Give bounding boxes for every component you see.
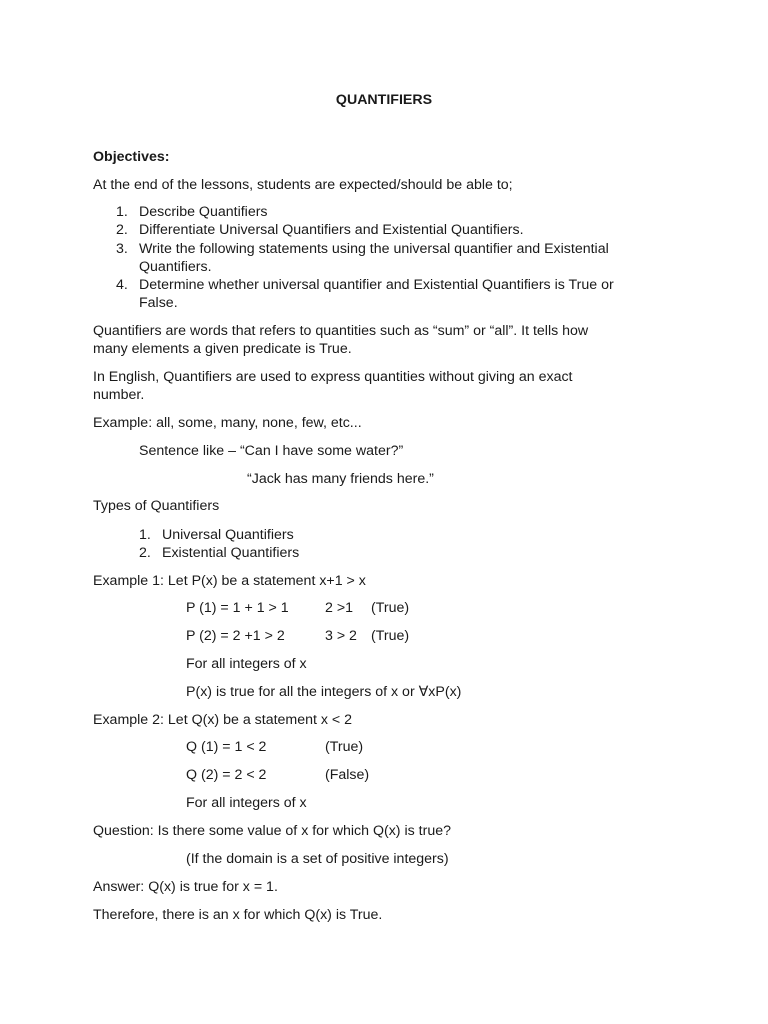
objective-number: 3. [116, 241, 128, 257]
type-number: 2. [139, 545, 151, 561]
example2-heading: Example 2: Let Q(x) be a statement x < 2 [93, 712, 353, 728]
intro-text: At the end of the lessons, students are expected/should be able to; [93, 177, 513, 193]
example1-heading: Example 1: Let P(x) be a statement x+1 > x [93, 573, 366, 589]
sentence-example: “Jack has many friends here.” [247, 471, 434, 487]
objective-number: 2. [116, 222, 128, 238]
example1-truth: (True) [371, 628, 410, 644]
objective-item: Describe Quantifiers [139, 204, 268, 220]
objective-item: Determine whether universal quantifier and Existential Quantifiers is True or [139, 277, 614, 293]
example2-expression: Q (1) = 1 < 2 [186, 739, 267, 755]
page-title: QUANTIFIERS [335, 92, 433, 108]
paragraph-line: Quantifiers are words that refers to quantities such as “sum” or “all”. It tells how [93, 323, 589, 339]
objective-item: Write the following statements using the universal quantifier and Existential [139, 241, 609, 257]
example2-note: For all integers of x [186, 795, 307, 811]
example1-note: For all integers of x [186, 656, 307, 672]
example1-expression: P (2) = 2 +1 > 2 [186, 628, 285, 644]
sentence-example: Sentence like – “Can I have some water?” [139, 443, 404, 459]
example2-expression: Q (2) = 2 < 2 [186, 767, 267, 783]
objective-number: 1. [116, 204, 128, 220]
example1-note: P(x) is true for all the integers of x or ∀xP(x) [186, 684, 462, 700]
paragraph-line: number. [93, 387, 145, 403]
conclusion-text: Therefore, there is an x for which Q(x) is True. [93, 907, 383, 923]
answer-text: Answer: Q(x) is true for x = 1. [93, 879, 278, 895]
example1-expression: P (1) = 1 + 1 > 1 [186, 600, 289, 616]
paragraph-line: In English, Quantifiers are used to express quantities without giving an exact [93, 369, 573, 385]
example1-truth: (True) [371, 600, 410, 616]
types-heading: Types of Quantifiers [93, 498, 220, 514]
objectives-heading: Objectives: [93, 149, 170, 165]
example1-result: 2 >1 [325, 600, 354, 616]
example2-truth: (False) [325, 767, 370, 783]
question-note: (If the domain is a set of positive integers) [186, 851, 449, 867]
type-item: Existential Quantifiers [162, 545, 300, 561]
type-number: 1. [139, 527, 151, 543]
objective-item: Differentiate Universal Quantifiers and Existential Quantifiers. [139, 222, 524, 238]
objective-number: 4. [116, 277, 128, 293]
objective-item-continued: False. [139, 295, 178, 311]
example1-result: 3 > 2 [325, 628, 357, 644]
question-text: Question: Is there some value of x for which Q(x) is true? [93, 823, 451, 839]
example2-truth: (True) [325, 739, 364, 755]
paragraph-line: many elements a given predicate is True. [93, 341, 352, 357]
objective-item-continued: Quantifiers. [139, 259, 212, 275]
type-item: Universal Quantifiers [162, 527, 294, 543]
example-words: Example: all, some, many, none, few, etc... [93, 415, 362, 431]
